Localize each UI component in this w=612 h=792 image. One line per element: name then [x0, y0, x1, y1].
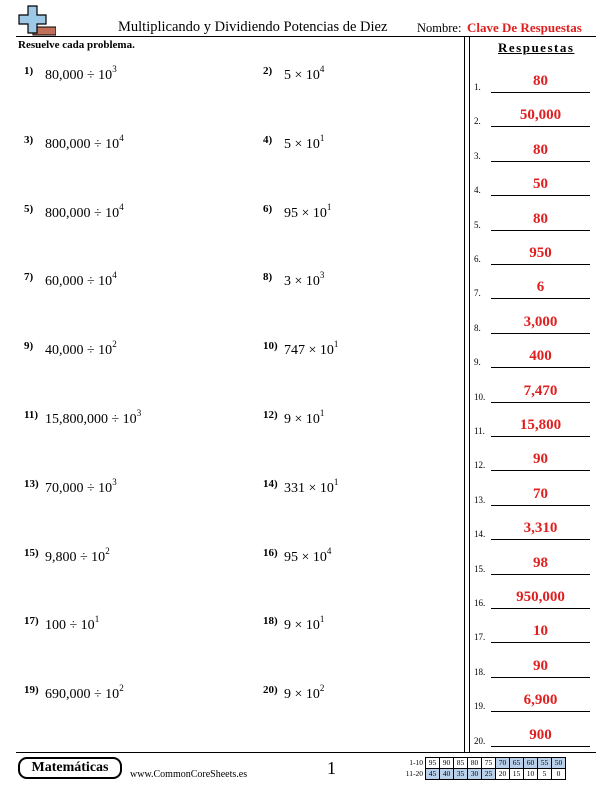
score-cell: 95 [426, 758, 440, 769]
answer-row-9 [474, 348, 594, 368]
problem-expression [284, 614, 325, 634]
answer-row-2 [474, 107, 594, 127]
answer-line [491, 539, 590, 540]
problem-base: 70,000 ÷ 10 [45, 480, 113, 496]
answer-row-13 [474, 486, 594, 506]
answer-number: 6. [474, 254, 481, 264]
problem-base: 800,000 ÷ 10 [45, 136, 120, 152]
problem-expression [45, 408, 142, 428]
problem-number: 1) [24, 65, 34, 77]
score-row [396, 769, 566, 780]
score-cell: 40 [440, 769, 454, 780]
problem-expression [45, 614, 100, 634]
answer-value: 10 [533, 623, 548, 640]
problem-expression [45, 683, 124, 703]
answer-value: 3,000 [523, 313, 558, 330]
score-cell: 75 [482, 758, 496, 769]
score-row [396, 758, 566, 769]
problem-expression [284, 270, 325, 290]
problem-number: 17) [24, 615, 39, 628]
problem-exponent: 2 [112, 339, 117, 350]
answer-line [491, 230, 590, 231]
answer-value: 50 [533, 176, 548, 193]
problem-expression [284, 408, 325, 428]
score-cell: 50 [552, 758, 566, 769]
score-cell: 15 [510, 769, 524, 780]
answer-number: 14. [474, 529, 486, 540]
problem-number: 10) [263, 340, 278, 353]
problem-expression [45, 270, 117, 290]
problem-number: 9) [24, 340, 34, 353]
problem-exponent: 2 [119, 683, 124, 694]
problem-base: 9 × 10 [284, 618, 320, 634]
problem-exponent: 1 [319, 408, 325, 418]
problem-number: 4) [263, 133, 273, 146]
answer-row-18 [474, 658, 594, 678]
answer-value: 950 [529, 245, 552, 261]
problem-base: 95 × 10 [284, 205, 327, 221]
answer-row-17 [474, 623, 594, 643]
problem-base: 3 × 10 [284, 274, 320, 290]
answer-number: 19. [474, 701, 486, 712]
answer-row-5 [474, 211, 594, 231]
problem-number: 18) [263, 615, 278, 628]
answer-line [491, 402, 590, 403]
answer-line [491, 436, 590, 437]
problem-expression [284, 64, 325, 84]
answer-value: 3,310 [523, 520, 558, 537]
problem-base: 690,000 ÷ 10 [45, 687, 120, 703]
answer-value: 50,000 [519, 107, 562, 124]
problem-exponent: 1 [94, 614, 100, 625]
score-cell: 45 [426, 769, 440, 780]
answer-number: 18. [474, 666, 486, 677]
score-cell: 10 [524, 769, 538, 780]
answer-value: 6,900 [523, 692, 558, 709]
page-number: 1 [327, 758, 336, 778]
score-cell: 85 [454, 758, 468, 769]
brand-badge: Matemáticas [18, 757, 122, 779]
problem-expression [284, 339, 339, 359]
problem-exponent: 3 [112, 476, 117, 487]
answer-line [491, 711, 590, 712]
answer-value: 80 [533, 73, 548, 89]
problem-exponent: 3 [319, 270, 325, 281]
score-cell: 20 [496, 769, 510, 780]
answer-number: 8. [474, 322, 481, 333]
problem-exponent: 1 [333, 476, 339, 487]
problem-expression [45, 64, 117, 84]
answer-number: 7. [474, 288, 481, 299]
problem-base: 800,000 ÷ 10 [45, 205, 120, 221]
site-url: www.CommonCoreSheets.es [130, 769, 248, 780]
score-row-label: 11-20 [405, 769, 423, 778]
problem-expression [284, 545, 332, 566]
answer-value: 400 [529, 348, 552, 365]
problem-base: 9 × 10 [284, 687, 320, 703]
name-value: Clave De Respuestas [467, 20, 582, 35]
answer-row-6 [474, 245, 594, 265]
problem-number: 3) [24, 133, 34, 146]
answer-column-divider [464, 36, 470, 752]
answer-value: 80 [533, 210, 548, 227]
problem-exponent: 4 [119, 132, 124, 143]
score-cell: 35 [454, 769, 468, 780]
problem-base: 40,000 ÷ 10 [45, 343, 113, 359]
answer-number: 2. [474, 116, 481, 127]
answer-line [491, 608, 590, 609]
problem-base: 5 × 10 [284, 136, 320, 152]
answer-line [491, 161, 590, 162]
answer-number: 15. [474, 563, 486, 574]
score-cell: 60 [524, 758, 538, 769]
answer-value: 70 [533, 485, 548, 502]
score-cell: 30 [468, 769, 482, 780]
answers-header: Respuestas [498, 40, 575, 55]
problem-expression [45, 476, 117, 497]
answer-value: 900 [529, 726, 552, 743]
answer-number: 5. [474, 219, 481, 230]
answer-number: 17. [474, 632, 486, 643]
answer-value: 950,000 [516, 589, 565, 605]
problem-number: 12) [263, 409, 278, 421]
problem-exponent: 1 [333, 339, 339, 350]
problem-exponent: 4 [112, 270, 117, 281]
answer-line [491, 470, 590, 471]
problem-number: 2) [263, 65, 273, 77]
answer-line [491, 367, 590, 368]
problem-base: 100 ÷ 10 [45, 618, 95, 634]
answer-row-16 [474, 589, 594, 609]
problem-exponent: 2 [105, 545, 110, 556]
worksheet-title: Multiplicando y Dividiendo Potencias de Diez [118, 19, 388, 35]
score-cell: 70 [496, 758, 510, 769]
problem-base: 95 × 10 [284, 549, 327, 565]
answer-row-15 [474, 555, 594, 575]
answer-value: 15,800 [519, 417, 562, 433]
answer-value: 6 [536, 279, 545, 296]
problem-number: 5) [24, 202, 34, 215]
answer-row-19 [474, 692, 594, 712]
answer-line [491, 333, 590, 334]
problem-exponent: 3 [112, 64, 117, 74]
answer-row-8 [474, 314, 594, 334]
answer-number: 20. [474, 735, 486, 746]
footer-rule [16, 752, 596, 753]
problem-number: 15) [24, 546, 39, 559]
answer-line [491, 505, 590, 506]
instructions: Resuelve cada problema. [18, 39, 135, 51]
answer-line [491, 126, 590, 127]
answer-row-4 [474, 176, 594, 196]
problem-exponent: 4 [119, 201, 124, 212]
score-cell: 0 [552, 769, 566, 780]
score-cell: 55 [538, 758, 552, 769]
score-cell: 25 [482, 769, 496, 780]
problem-expression [284, 476, 339, 497]
problem-base: 5 × 10 [284, 68, 320, 83]
answer-row-14 [474, 520, 594, 540]
answer-line [491, 195, 590, 196]
problem-number: 20) [263, 684, 278, 697]
problem-exponent: 1 [326, 201, 332, 212]
answer-number: 1. [474, 82, 481, 92]
problem-expression [284, 132, 325, 153]
problem-base: 9,800 ÷ 10 [45, 549, 106, 565]
answer-line [491, 574, 590, 575]
problem-number: 11) [24, 409, 39, 421]
problem-exponent: 4 [319, 64, 325, 74]
problem-number: 6) [263, 202, 273, 215]
problem-base: 60,000 ÷ 10 [45, 274, 113, 290]
problem-exponent: 3 [136, 408, 142, 418]
answer-row-1 [474, 73, 594, 93]
problem-number: 8) [263, 271, 273, 284]
problem-expression [284, 683, 325, 703]
problem-exponent: 1 [319, 132, 325, 143]
problem-number: 7) [24, 271, 34, 284]
problem-number: 14) [263, 477, 278, 490]
score-row-label: 1-10 [409, 758, 423, 767]
answer-number: 13. [474, 494, 486, 505]
answer-number: 10. [474, 391, 486, 402]
answer-line [491, 92, 590, 93]
answer-number: 16. [474, 598, 486, 608]
answer-line [491, 677, 590, 678]
answer-value: 98 [533, 554, 548, 571]
answer-number: 12. [474, 460, 486, 471]
problem-number: 16) [263, 546, 278, 559]
answer-number: 4. [474, 185, 481, 196]
answer-row-12 [474, 451, 594, 471]
answer-value: 7,470 [523, 382, 558, 399]
answer-line [491, 264, 590, 265]
answer-value: 90 [533, 657, 548, 674]
problem-base: 9 × 10 [284, 412, 320, 427]
problem-exponent: 4 [326, 545, 332, 556]
answer-value: 90 [533, 451, 548, 468]
problem-expression [45, 545, 110, 566]
problem-number: 19) [24, 684, 39, 697]
problem-base: 15,800,000 ÷ 10 [45, 412, 137, 427]
answer-line [491, 642, 590, 643]
answer-line [491, 746, 590, 747]
answer-row-7 [474, 279, 594, 299]
score-cell: 90 [440, 758, 454, 769]
score-cell: 80 [468, 758, 482, 769]
problem-expression [45, 339, 117, 359]
problem-number: 13) [24, 477, 39, 490]
answer-row-10 [474, 383, 594, 403]
answer-row-20 [474, 727, 594, 747]
problem-exponent: 2 [319, 683, 325, 694]
answer-number: 9. [474, 357, 481, 368]
answer-number: 3. [474, 150, 481, 161]
answer-value: 80 [533, 141, 548, 158]
problem-exponent: 1 [319, 614, 325, 625]
problem-base: 747 × 10 [284, 343, 334, 359]
answer-row-3 [474, 142, 594, 162]
score-cell: 5 [538, 769, 552, 780]
problem-expression [45, 132, 124, 153]
answer-number: 11. [474, 426, 485, 436]
problem-base: 331 × 10 [284, 480, 334, 496]
header-rule [16, 36, 596, 37]
problem-base: 80,000 ÷ 10 [45, 68, 113, 83]
plus-logo-icon [16, 4, 56, 36]
name-label: Nombre: [417, 21, 462, 35]
problem-expression [45, 201, 124, 222]
answer-line [491, 298, 590, 299]
score-cell: 65 [510, 758, 524, 769]
problem-expression [284, 201, 332, 222]
score-table [396, 757, 566, 780]
answer-row-11 [474, 417, 594, 437]
